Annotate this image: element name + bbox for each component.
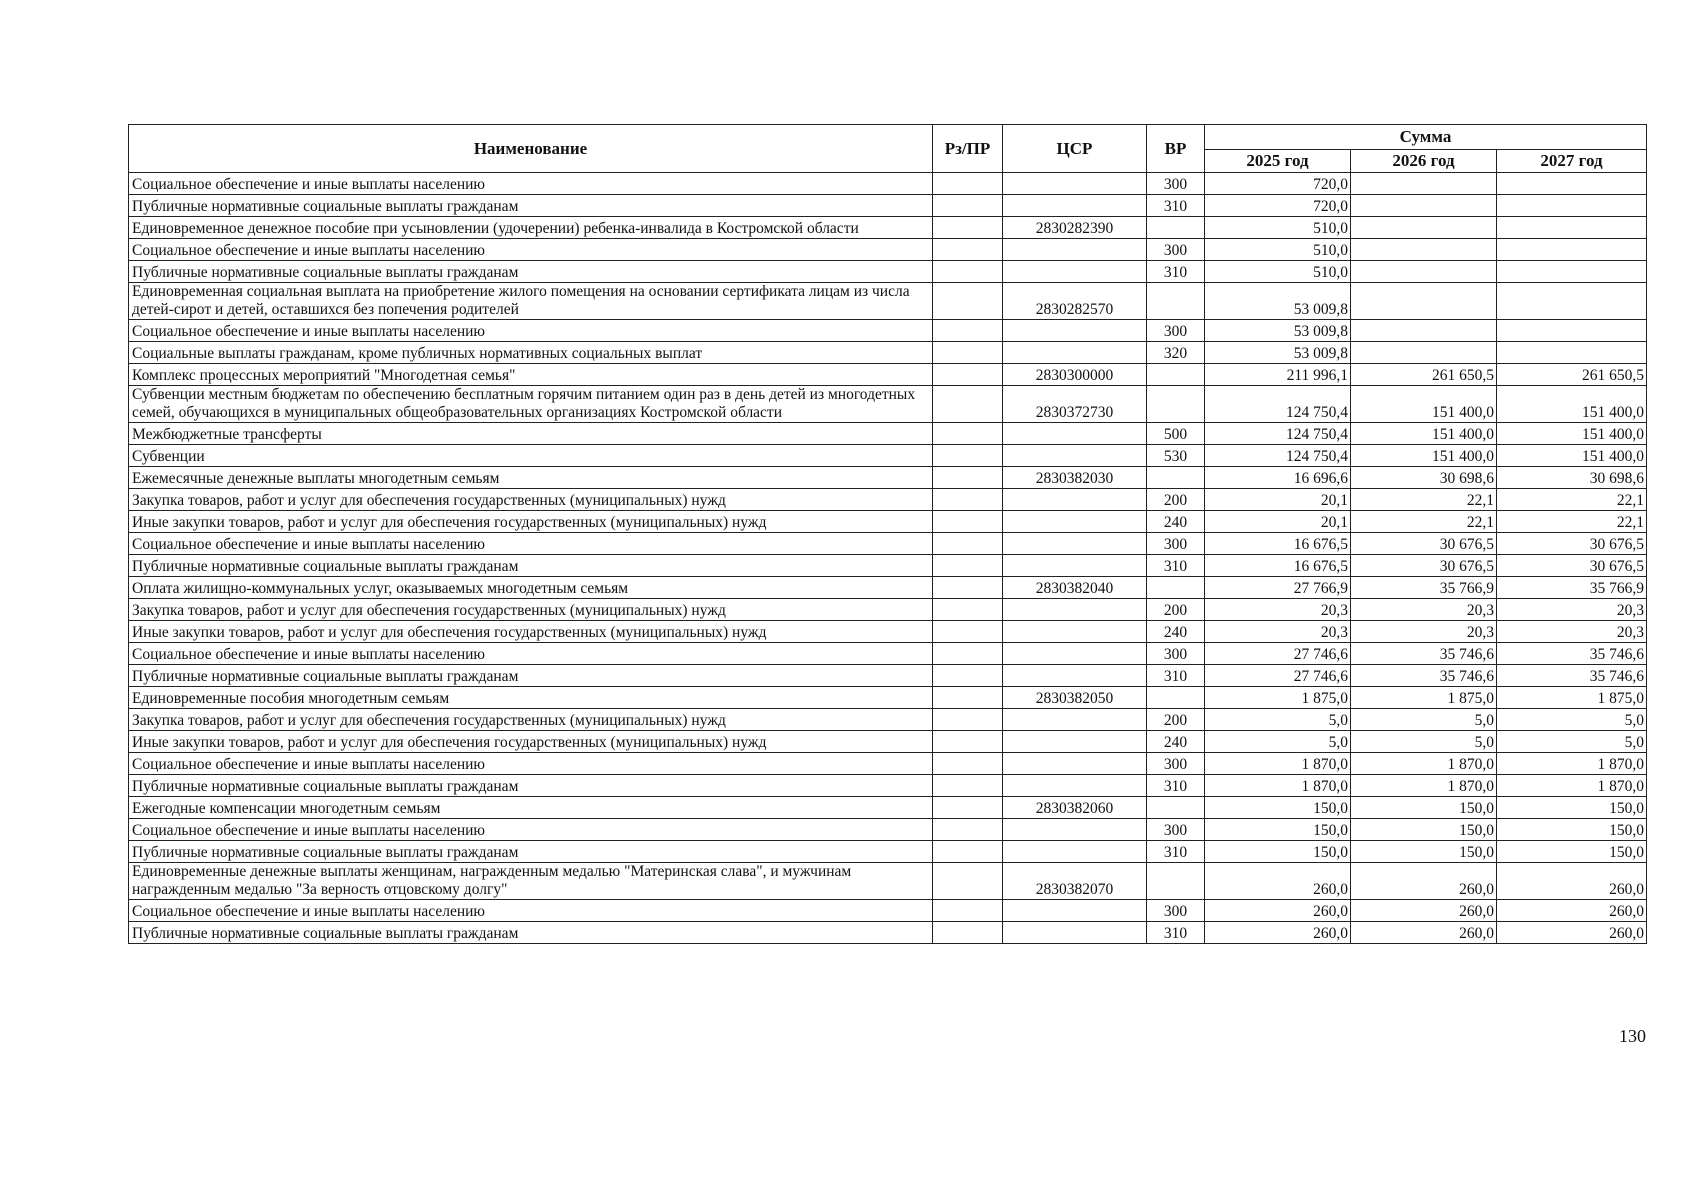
cell-2025: 720,0 [1205,195,1351,217]
table-row [129,261,1647,283]
cell-rz-pr [933,753,1003,775]
cell-name: Публичные нормативные социальные выплаты гражданам [129,775,933,797]
cell-vr: 300 [1147,533,1205,555]
table-row [129,364,1647,386]
cell-name: Единовременная социальная выплата на приобретение жилого помещения на основании сертификата лицам из числа детей-сирот и детей, оставшихся без попечения родителей [129,283,933,320]
cell-name: Социальное обеспечение и иные выплаты населению [129,900,933,922]
cell-2025: 16 676,5 [1205,555,1351,577]
table-row [129,283,1647,320]
cell-rz-pr [933,489,1003,511]
cell-2027: 35 746,6 [1497,665,1647,687]
cell-vr [1147,217,1205,239]
cell-2026: 35 766,9 [1351,577,1497,599]
cell-vr [1147,863,1205,900]
cell-csr [1003,342,1147,364]
table-row [129,555,1647,577]
cell-rz-pr [933,533,1003,555]
cell-2026 [1351,320,1497,342]
table-row [129,467,1647,489]
cell-2027 [1497,283,1647,320]
cell-2025: 27 766,9 [1205,577,1351,599]
cell-vr [1147,283,1205,320]
cell-2025: 260,0 [1205,863,1351,900]
cell-csr: 2830382070 [1003,863,1147,900]
table-row [129,239,1647,261]
header-csr: ЦСР [1003,125,1147,173]
table-row [129,731,1647,753]
cell-csr [1003,173,1147,195]
cell-2026 [1351,195,1497,217]
header-name: Наименование [129,125,933,173]
cell-csr [1003,753,1147,775]
cell-name: Публичные нормативные социальные выплаты гражданам [129,841,933,863]
cell-2025: 124 750,4 [1205,445,1351,467]
cell-rz-pr [933,386,1003,423]
header-year-2025: 2025 год [1205,150,1351,173]
cell-name: Ежемесячные денежные выплаты многодетным семьям [129,467,933,489]
table-row [129,599,1647,621]
table-row [129,320,1647,342]
cell-vr: 300 [1147,900,1205,922]
cell-2025: 1 875,0 [1205,687,1351,709]
table-row [129,386,1647,423]
cell-vr [1147,364,1205,386]
cell-2026: 260,0 [1351,900,1497,922]
cell-csr [1003,841,1147,863]
cell-2025: 20,1 [1205,489,1351,511]
cell-2026: 22,1 [1351,511,1497,533]
cell-2027: 35 766,9 [1497,577,1647,599]
cell-vr: 310 [1147,841,1205,863]
cell-csr: 2830282570 [1003,283,1147,320]
cell-csr [1003,621,1147,643]
cell-2027: 22,1 [1497,511,1647,533]
cell-rz-pr [933,922,1003,944]
cell-vr: 200 [1147,489,1205,511]
cell-name: Социальное обеспечение и иные выплаты населению [129,173,933,195]
cell-2026 [1351,239,1497,261]
cell-name: Закупка товаров, работ и услуг для обеспечения государственных (муниципальных) нужд [129,599,933,621]
cell-csr [1003,731,1147,753]
table-row [129,709,1647,731]
cell-2025: 16 676,5 [1205,533,1351,555]
cell-2025: 260,0 [1205,900,1351,922]
cell-csr [1003,819,1147,841]
table-row [129,621,1647,643]
cell-name: Ежегодные компенсации многодетным семьям [129,797,933,819]
table-row [129,819,1647,841]
cell-name: Социальное обеспечение и иные выплаты населению [129,819,933,841]
cell-csr: 2830300000 [1003,364,1147,386]
table-row [129,863,1647,900]
cell-2027: 150,0 [1497,841,1647,863]
cell-rz-pr [933,665,1003,687]
cell-rz-pr [933,217,1003,239]
cell-rz-pr [933,775,1003,797]
cell-2027: 30 676,5 [1497,555,1647,577]
cell-2026: 20,3 [1351,621,1497,643]
cell-2026: 150,0 [1351,797,1497,819]
cell-rz-pr [933,283,1003,320]
cell-vr: 310 [1147,775,1205,797]
cell-2027: 1 870,0 [1497,753,1647,775]
cell-csr [1003,643,1147,665]
cell-csr [1003,665,1147,687]
cell-2025: 53 009,8 [1205,320,1351,342]
cell-2027 [1497,217,1647,239]
cell-2027: 150,0 [1497,819,1647,841]
table-row [129,753,1647,775]
cell-csr [1003,922,1147,944]
table-row [129,195,1647,217]
cell-vr: 300 [1147,320,1205,342]
cell-rz-pr [933,709,1003,731]
page-number: 130 [1619,1026,1646,1046]
cell-2027: 260,0 [1497,922,1647,944]
header-rz-pr: Рз/ПР [933,125,1003,173]
cell-rz-pr [933,364,1003,386]
cell-rz-pr [933,320,1003,342]
cell-rz-pr [933,643,1003,665]
cell-2026: 5,0 [1351,709,1497,731]
table-row [129,775,1647,797]
cell-csr [1003,320,1147,342]
cell-2025: 27 746,6 [1205,643,1351,665]
cell-rz-pr [933,599,1003,621]
cell-2027: 20,3 [1497,621,1647,643]
cell-name: Социальное обеспечение и иные выплаты населению [129,533,933,555]
cell-rz-pr [933,731,1003,753]
cell-2026: 1 875,0 [1351,687,1497,709]
table-row [129,577,1647,599]
cell-2025: 260,0 [1205,922,1351,944]
cell-2027: 151 400,0 [1497,386,1647,423]
cell-2026: 151 400,0 [1351,445,1497,467]
cell-2027: 30 698,6 [1497,467,1647,489]
cell-2026 [1351,173,1497,195]
cell-name: Закупка товаров, работ и услуг для обеспечения государственных (муниципальных) нужд [129,709,933,731]
cell-vr: 200 [1147,709,1205,731]
cell-vr: 310 [1147,261,1205,283]
cell-2026 [1351,217,1497,239]
table-row [129,687,1647,709]
cell-csr [1003,775,1147,797]
table-row [129,900,1647,922]
cell-2025: 150,0 [1205,841,1351,863]
cell-csr [1003,533,1147,555]
table-row [129,489,1647,511]
cell-2025: 150,0 [1205,797,1351,819]
cell-2026 [1351,283,1497,320]
cell-vr: 500 [1147,423,1205,445]
cell-2027 [1497,239,1647,261]
cell-2027 [1497,173,1647,195]
table-body [129,173,1647,944]
cell-2025: 1 870,0 [1205,753,1351,775]
cell-vr: 310 [1147,665,1205,687]
cell-2026: 30 698,6 [1351,467,1497,489]
table-row [129,841,1647,863]
cell-name: Комплекс процессных мероприятий "Многодетная семья" [129,364,933,386]
cell-rz-pr [933,577,1003,599]
cell-rz-pr [933,261,1003,283]
cell-name: Публичные нормативные социальные выплаты гражданам [129,555,933,577]
header-sum: Сумма [1205,125,1647,150]
cell-vr: 300 [1147,753,1205,775]
cell-name: Иные закупки товаров, работ и услуг для обеспечения государственных (муниципальных) нужд [129,731,933,753]
cell-2025: 510,0 [1205,217,1351,239]
cell-csr: 2830282390 [1003,217,1147,239]
cell-vr: 240 [1147,621,1205,643]
cell-2027: 151 400,0 [1497,423,1647,445]
cell-vr: 530 [1147,445,1205,467]
cell-rz-pr [933,555,1003,577]
cell-rz-pr [933,797,1003,819]
table-row [129,217,1647,239]
cell-2027: 20,3 [1497,599,1647,621]
cell-name: Иные закупки товаров, работ и услуг для обеспечения государственных (муниципальных) нужд [129,511,933,533]
cell-2027 [1497,261,1647,283]
cell-2025: 510,0 [1205,239,1351,261]
header-year-2027: 2027 год [1497,150,1647,173]
cell-2026: 30 676,5 [1351,533,1497,555]
header-vr: ВР [1147,125,1205,173]
cell-vr: 240 [1147,511,1205,533]
cell-name: Социальное обеспечение и иные выплаты населению [129,239,933,261]
cell-name: Единовременные пособия многодетным семьям [129,687,933,709]
cell-2026: 5,0 [1351,731,1497,753]
cell-2027: 30 676,5 [1497,533,1647,555]
cell-csr: 2830382030 [1003,467,1147,489]
cell-2026: 35 746,6 [1351,643,1497,665]
cell-2026: 1 870,0 [1351,753,1497,775]
table-row [129,342,1647,364]
cell-name: Закупка товаров, работ и услуг для обеспечения государственных (муниципальных) нужд [129,489,933,511]
cell-csr [1003,599,1147,621]
cell-csr [1003,709,1147,731]
cell-2027 [1497,320,1647,342]
table-row [129,533,1647,555]
cell-name: Публичные нормативные социальные выплаты гражданам [129,261,933,283]
cell-vr [1147,386,1205,423]
cell-2025: 510,0 [1205,261,1351,283]
cell-2027: 1 870,0 [1497,775,1647,797]
table-row [129,511,1647,533]
cell-2025: 211 996,1 [1205,364,1351,386]
cell-vr: 320 [1147,342,1205,364]
cell-name: Социальное обеспечение и иные выплаты населению [129,753,933,775]
cell-name: Единовременное денежное пособие при усыновлении (удочерении) ребенка-инвалида в Костромской области [129,217,933,239]
cell-csr [1003,261,1147,283]
cell-2027: 5,0 [1497,731,1647,753]
cell-rz-pr [933,511,1003,533]
cell-vr: 300 [1147,643,1205,665]
cell-name: Публичные нормативные социальные выплаты гражданам [129,665,933,687]
cell-vr: 310 [1147,555,1205,577]
cell-name: Публичные нормативные социальные выплаты гражданам [129,195,933,217]
cell-name: Социальные выплаты гражданам, кроме публичных нормативных социальных выплат [129,342,933,364]
cell-vr: 310 [1147,195,1205,217]
cell-2025: 53 009,8 [1205,283,1351,320]
cell-csr: 2830382050 [1003,687,1147,709]
cell-csr [1003,423,1147,445]
cell-name: Единовременные денежные выплаты женщинам, награжденным медалью "Материнская слава", и мужчинам награжденным медалью "За верность отцовскому долгу" [129,863,933,900]
cell-name: Межбюджетные трансферты [129,423,933,445]
cell-2026 [1351,261,1497,283]
cell-2026: 1 870,0 [1351,775,1497,797]
cell-2025: 5,0 [1205,731,1351,753]
cell-vr: 300 [1147,819,1205,841]
cell-2027: 261 650,5 [1497,364,1647,386]
cell-2026: 22,1 [1351,489,1497,511]
cell-2027: 260,0 [1497,863,1647,900]
cell-2027: 5,0 [1497,709,1647,731]
cell-2026: 20,3 [1351,599,1497,621]
cell-2026: 35 746,6 [1351,665,1497,687]
cell-2025: 20,3 [1205,621,1351,643]
cell-vr: 300 [1147,173,1205,195]
cell-2026: 151 400,0 [1351,386,1497,423]
cell-vr: 310 [1147,922,1205,944]
cell-csr [1003,900,1147,922]
cell-name: Субвенции местным бюджетам по обеспечению бесплатным горячим питанием один раз в день детей из многодетных семей, обучающихся в муниципальных общеобразовательных организациях Костромской области [129,386,933,423]
cell-2025: 720,0 [1205,173,1351,195]
cell-2026: 151 400,0 [1351,423,1497,445]
cell-2025: 1 870,0 [1205,775,1351,797]
cell-rz-pr [933,445,1003,467]
cell-vr [1147,467,1205,489]
cell-vr: 200 [1147,599,1205,621]
table-row [129,173,1647,195]
cell-rz-pr [933,342,1003,364]
cell-2027: 150,0 [1497,797,1647,819]
cell-2025: 5,0 [1205,709,1351,731]
cell-rz-pr [933,841,1003,863]
cell-name: Оплата жилищно-коммунальных услуг, оказываемых многодетным семьям [129,577,933,599]
cell-2026: 261 650,5 [1351,364,1497,386]
table-row [129,665,1647,687]
cell-name: Иные закупки товаров, работ и услуг для обеспечения государственных (муниципальных) нужд [129,621,933,643]
cell-rz-pr [933,195,1003,217]
cell-2025: 16 696,6 [1205,467,1351,489]
cell-2026: 150,0 [1351,819,1497,841]
cell-rz-pr [933,621,1003,643]
cell-csr [1003,445,1147,467]
cell-vr: 300 [1147,239,1205,261]
cell-vr [1147,577,1205,599]
cell-2025: 150,0 [1205,819,1351,841]
cell-2027 [1497,195,1647,217]
cell-name: Публичные нормативные социальные выплаты гражданам [129,922,933,944]
cell-csr [1003,195,1147,217]
cell-2027 [1497,342,1647,364]
cell-2026: 260,0 [1351,922,1497,944]
cell-rz-pr [933,467,1003,489]
table-row [129,445,1647,467]
table-row [129,797,1647,819]
cell-name: Социальное обеспечение и иные выплаты населению [129,320,933,342]
cell-csr: 2830382060 [1003,797,1147,819]
cell-2027: 22,1 [1497,489,1647,511]
cell-name: Социальное обеспечение и иные выплаты населению [129,643,933,665]
cell-2025: 124 750,4 [1205,423,1351,445]
cell-2027: 260,0 [1497,900,1647,922]
cell-2025: 20,3 [1205,599,1351,621]
cell-vr [1147,797,1205,819]
cell-2027: 1 875,0 [1497,687,1647,709]
cell-rz-pr [933,819,1003,841]
cell-csr [1003,239,1147,261]
cell-vr: 240 [1147,731,1205,753]
cell-2025: 20,1 [1205,511,1351,533]
cell-2027: 35 746,6 [1497,643,1647,665]
table-row [129,643,1647,665]
cell-2025: 53 009,8 [1205,342,1351,364]
cell-2026: 150,0 [1351,841,1497,863]
cell-2027: 151 400,0 [1497,445,1647,467]
cell-csr: 2830372730 [1003,386,1147,423]
cell-2025: 27 746,6 [1205,665,1351,687]
cell-csr [1003,489,1147,511]
cell-rz-pr [933,173,1003,195]
cell-name: Субвенции [129,445,933,467]
cell-rz-pr [933,239,1003,261]
header-year-2026: 2026 год [1351,150,1497,173]
cell-rz-pr [933,900,1003,922]
cell-rz-pr [933,687,1003,709]
table-row [129,922,1647,944]
cell-rz-pr [933,423,1003,445]
cell-rz-pr [933,863,1003,900]
cell-csr: 2830382040 [1003,577,1147,599]
budget-table [128,124,1647,944]
cell-2025: 124 750,4 [1205,386,1351,423]
cell-vr [1147,687,1205,709]
table-row [129,423,1647,445]
cell-csr [1003,555,1147,577]
cell-2026 [1351,342,1497,364]
cell-2026: 260,0 [1351,863,1497,900]
cell-csr [1003,511,1147,533]
cell-2026: 30 676,5 [1351,555,1497,577]
